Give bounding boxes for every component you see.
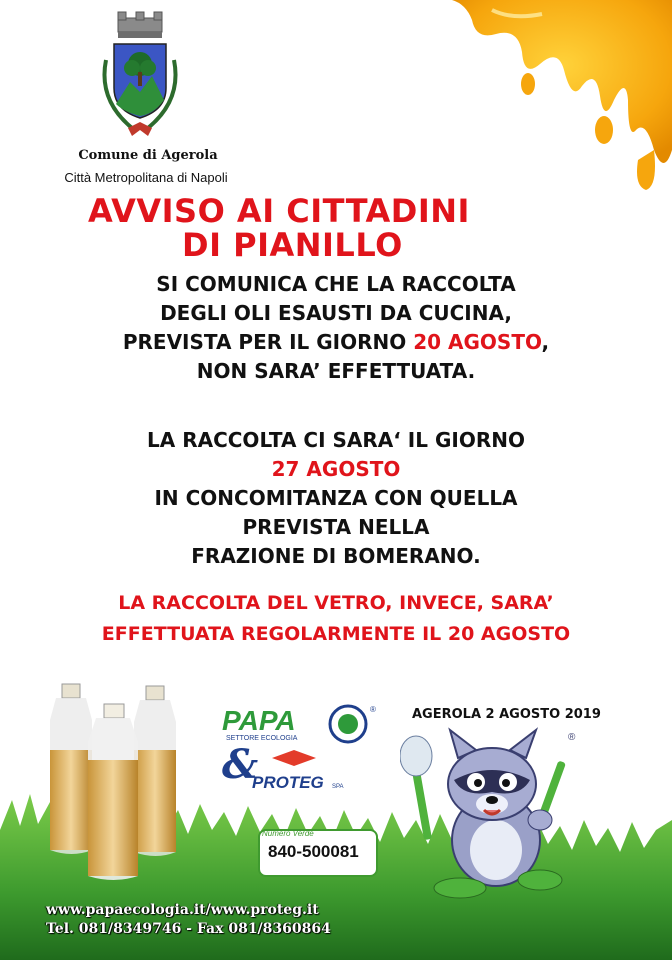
papa-logo-text: PAPA [222,705,296,736]
raccoon-mascot-icon [400,720,590,900]
footer-phone: Tel. 081/8349746 - Fax 081/8360864 [46,921,331,937]
proteg-logo-text: PROTEG [252,773,324,792]
notice-text: PREVISTA PER IL GIORNO [122,330,414,354]
oil-drip-decoration [432,0,672,200]
glass-line: EFFETTUATA REGOLARMENTE IL 20 AGOSTO [101,623,571,645]
reschedule-line: FRAZIONE DI BOMERANO. [191,544,481,568]
papa-proteg-logo [220,702,380,802]
footer-websites: www.papaecologia.it/www.proteg.it [46,902,319,918]
svg-text:®: ® [568,732,576,743]
cancelled-date: 20 AGOSTO [413,330,542,354]
papa-logo-subtitle: SETTORE ECOLOGIA [226,735,298,742]
glass-line: LA RACCOLTA DEL VETRO, INVECE, SARA’ [118,592,554,614]
notice-line [0,328,672,357]
headline-line-1: AVVISO AI CITTADINI [88,192,470,230]
hotline-label: Numero Verde [262,829,314,838]
glass-collection-notice [0,588,672,650]
cancellation-notice [0,270,672,386]
ampersand-text: & [222,741,259,788]
reschedule-line: LA RACCOLTA CI SARA‘ IL GIORNO [147,428,525,452]
notice-line: SI COMUNICA CHE LA RACCOLTA [156,272,516,296]
notice-line: DEGLI OLI ESAUSTI DA CUCINA, [160,301,512,325]
hotline-number: 840-500081 [268,842,359,861]
reschedule-line: IN CONCOMITANZA CON QUELLA [154,486,518,510]
proteg-logo-subtitle: SPA [332,784,344,790]
municipality-name: Comune di Agerola [78,148,218,163]
notice-text: , [541,330,550,354]
metro-city-name: Città Metropolitana di Napoli [64,170,228,185]
notice-line: NON SARA’ EFFETTUATA. [196,359,476,383]
coat-of-arms-icon [92,10,188,146]
new-date: 27 AGOSTO [271,457,401,481]
oil-bottles-image [26,680,216,880]
reschedule-line: PREVISTA NELLA [242,515,430,539]
svg-text:®: ® [370,705,376,714]
reschedule-notice [0,426,672,571]
headline-line-2: DI PIANILLO [182,226,403,264]
signature-date: AGEROLA 2 AGOSTO 2019 [412,707,601,722]
